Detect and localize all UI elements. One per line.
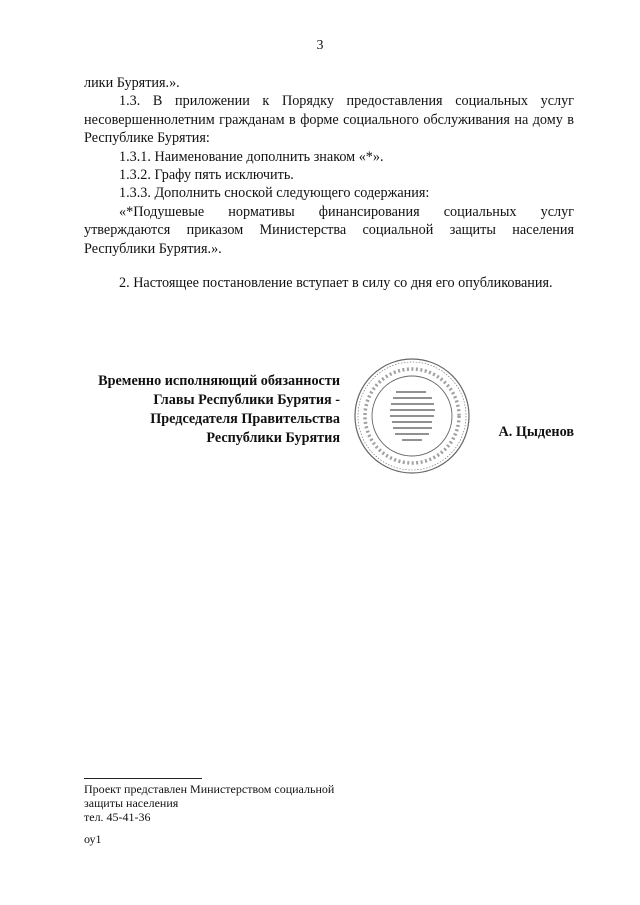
official-seal-stamp: [352, 356, 472, 476]
paragraph-1-3-3: 1.3.3. Дополнить сноской следующего содержания:: [119, 185, 430, 202]
paragraph-1-3: 1.3. В приложении к Порядку предоставления социальных услуг несовершеннолетним гражданам в форме социального обслуживания на дому в Республике Бурятия:: [84, 93, 574, 147]
signatory-title-line: Главы Республики Бурятия -: [153, 392, 340, 408]
signatory-title-line: Председателя Правительства: [150, 411, 340, 427]
signatory-name: А. Цыденов: [498, 424, 574, 440]
footer-note: [84, 782, 404, 824]
document-code: оу1: [84, 832, 102, 846]
signatory-title-line: Республики Бурятия: [206, 430, 340, 446]
paragraph-continuation: лики Бурятия.».: [84, 75, 180, 91]
paragraph-1-3-2: 1.3.2. Графу пять исключить.: [119, 167, 294, 184]
signatory-title: [70, 372, 340, 448]
paragraph-2: 2. Настоящее постановление вступает в силу со дня его опубликования.: [119, 275, 553, 292]
footer-line: Проект представлен Министерством социальной: [84, 782, 335, 796]
signatory-title-line: Временно исполняющий обязанности: [98, 373, 340, 389]
paragraph-1-3-1: 1.3.1. Наименование дополнить знаком «*».: [119, 148, 384, 165]
footer-line: защиты населения: [84, 796, 179, 810]
footer-divider: [84, 778, 202, 779]
footer-phone: тел. 45-41-36: [84, 810, 151, 824]
footnote-text: «*Подушевые нормативы финансирования социальных услуг утверждаются приказом Министерства социальной защиты населения Республики Бурятия.».: [84, 203, 574, 257]
page-number: 3: [316, 38, 324, 53]
document-body: [84, 74, 574, 292]
